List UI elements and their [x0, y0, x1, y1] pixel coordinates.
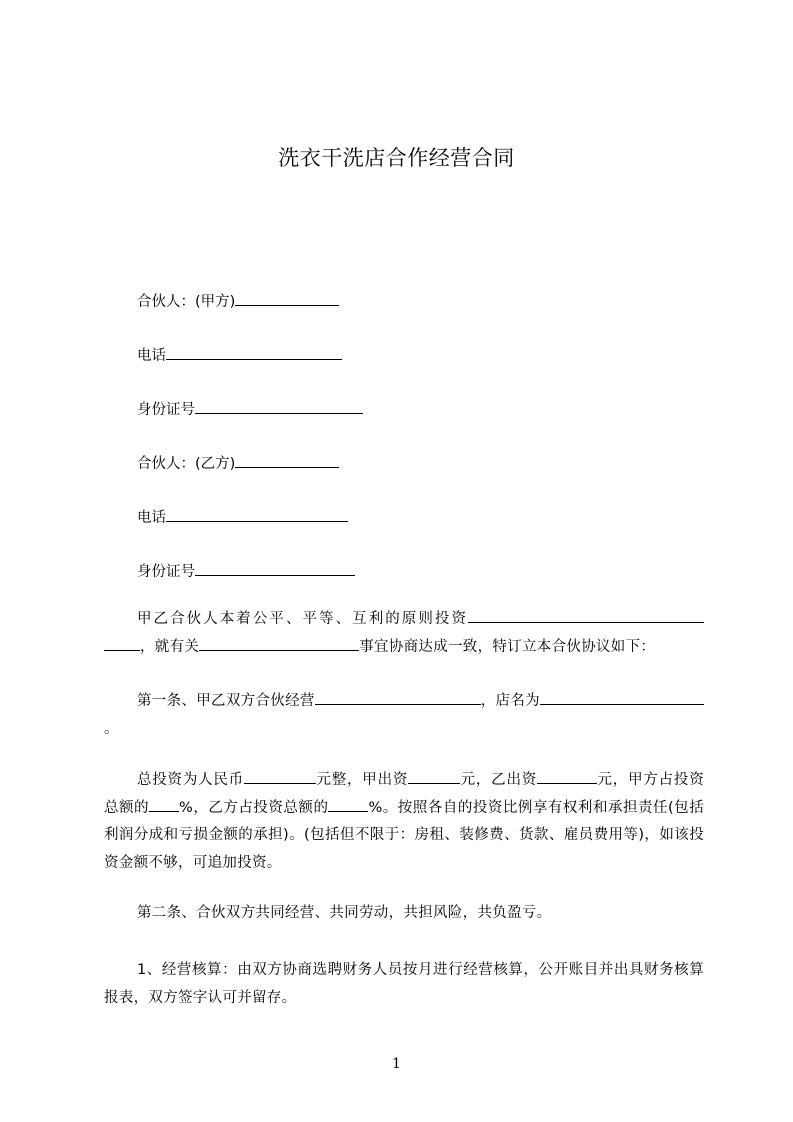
- article-1-text-2: ，店名为: [480, 693, 540, 709]
- investment-text-3: 元，乙出资: [460, 772, 538, 788]
- article-1-paragraph: [104, 688, 704, 743]
- party-b-id-blank[interactable]: [195, 561, 355, 576]
- party-a-id-field: [137, 399, 363, 420]
- party-a-blank[interactable]: [235, 291, 339, 306]
- shop-name-blank-cont[interactable]: [674, 690, 704, 705]
- article-1-text-1: 第一条、甲乙双方合伙经营: [137, 693, 315, 709]
- party-b-share-blank[interactable]: [328, 797, 368, 812]
- party-a-phone-field: [137, 345, 342, 366]
- party-a-capital-blank[interactable]: [408, 769, 460, 784]
- party-b-phone-label: 电话: [137, 510, 166, 526]
- preamble-paragraph: [104, 606, 704, 661]
- investment-paragraph: [104, 767, 704, 877]
- party-b-blank[interactable]: [235, 453, 339, 468]
- document-title: 洗衣干洗店合作经营合同: [278, 146, 515, 170]
- party-a-id-blank[interactable]: [195, 399, 363, 414]
- party-b-capital-blank[interactable]: [537, 769, 597, 784]
- article-2-paragraph: 第二条、合伙双方共同经营、共同劳动，共担风险，共负盈亏。: [137, 905, 552, 921]
- article-1-text-3: 。: [104, 720, 119, 737]
- investment-text-6: %。按照各自的投资比例享有权利和承担责任(包括利润分成和亏损金额的承担)。(包括但不限于：房租、装修费、货款、雇员费用等)，如该投资金额不够，可追加投资。: [104, 799, 704, 871]
- preamble-text-3: 事宜协商达成一致，特订立本合伙协议如下：: [359, 638, 656, 655]
- party-b-phone-blank[interactable]: [166, 507, 348, 522]
- business-scope-blank[interactable]: [315, 690, 481, 705]
- investment-text-5: %，乙方占投资总额的: [179, 799, 329, 816]
- party-a-phone-blank[interactable]: [166, 345, 342, 360]
- investment-purpose-blank-cont[interactable]: [104, 636, 140, 651]
- party-a-field: [137, 291, 339, 312]
- party-a-share-blank[interactable]: [149, 797, 179, 812]
- preamble-text-1: 甲乙合伙人本着公平、平等、互利的原则投资: [137, 611, 468, 627]
- party-a-phone-label: 电话: [137, 348, 166, 364]
- party-b-id-label: 身份证号: [137, 564, 195, 580]
- total-investment-blank[interactable]: [244, 769, 316, 784]
- matter-blank[interactable]: [199, 636, 359, 651]
- preamble-text-2: ，就有关: [140, 638, 200, 655]
- party-b-label: 合伙人：(乙方): [137, 456, 236, 472]
- party-a-id-label: 身份证号: [137, 402, 195, 418]
- shop-name-blank[interactable]: [540, 690, 674, 705]
- party-b-phone-field: [137, 507, 348, 528]
- party-b-field: [137, 453, 339, 474]
- investment-text-1: 总投资为人民币: [137, 772, 244, 788]
- clause-1-paragraph: 1、经营核算：由双方协商选聘财务人员按月进行经营核算，公开账目并出具财务核算报表，双方签字认可并留存。: [104, 962, 704, 1006]
- page-number: 1: [392, 1056, 401, 1072]
- investment-text-4: 元，甲方占投资总额的: [104, 772, 704, 816]
- investment-purpose-blank[interactable]: [468, 608, 704, 623]
- party-b-id-field: [137, 561, 355, 582]
- party-a-label: 合伙人：(甲方): [137, 294, 236, 310]
- investment-text-2: 元整，甲出资: [315, 772, 409, 788]
